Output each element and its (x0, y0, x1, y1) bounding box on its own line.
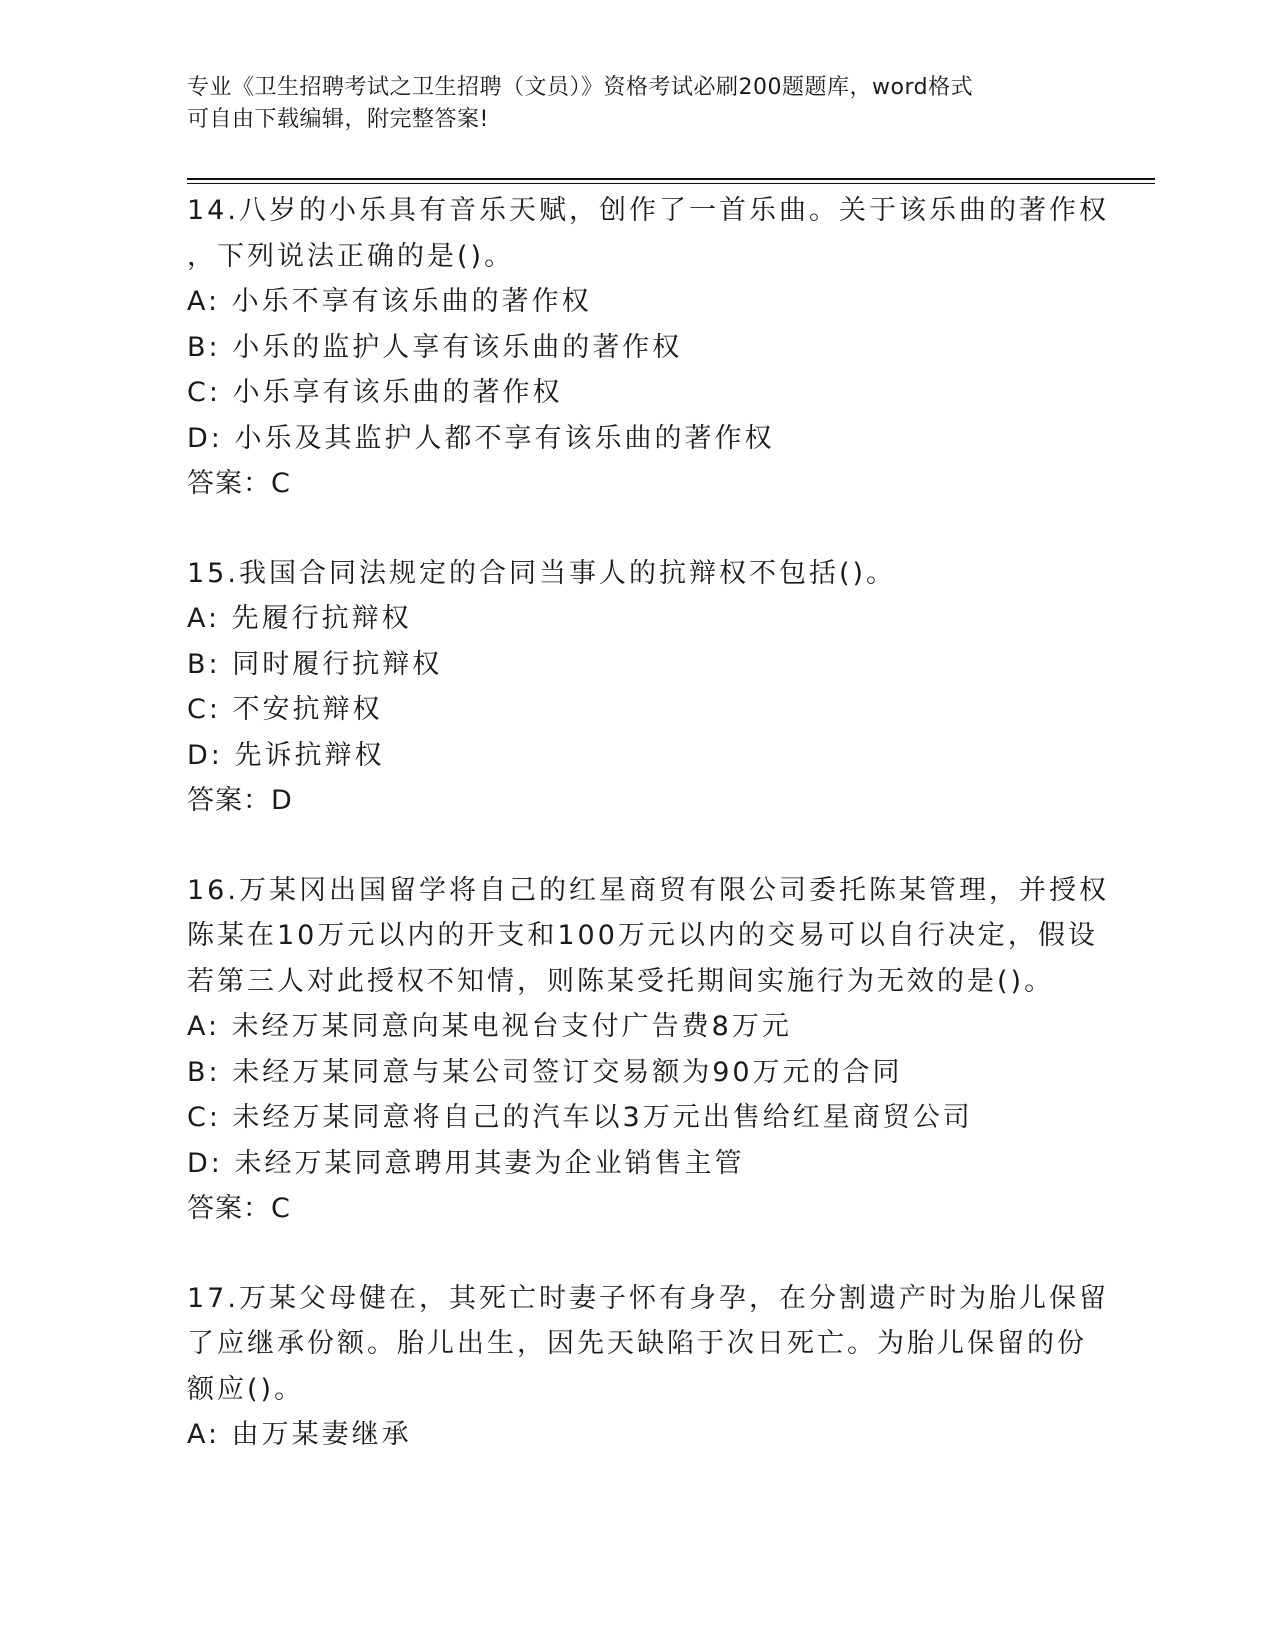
question-text-line: ，下列说法正确的是()。 (187, 240, 515, 272)
question-list (187, 188, 1109, 1502)
question-text-line: 了应继承份额。胎儿出生，因先天缺陷于次日死亡。为胎儿保留的份 (187, 1328, 1087, 1359)
document-header (187, 72, 1077, 136)
answer: 答案：C (187, 1193, 291, 1224)
question-text-line: 14.八岁的小乐具有音乐天赋，创作了一首乐曲。关于该乐曲的著作权 (187, 195, 1109, 226)
question-text-line: 若第三人对此授权不知情，则陈某受托期间实施行为无效的是()。 (187, 965, 1055, 997)
option-c: C: 小乐享有该乐曲的著作权 (187, 377, 563, 408)
header-divider-thin (187, 183, 1155, 184)
question-text-line: 16.万某冈出国留学将自己的红星商贸有限公司委托陈某管理，并授权 (187, 874, 1109, 906)
question-17 (187, 1276, 1109, 1458)
answer: 答案：C (187, 468, 291, 499)
header-divider-thick (187, 178, 1155, 180)
question-text-line: 陈某在10万元以内的开支和100万元以内的交易可以自行决定，假设 (187, 920, 1098, 951)
answer: 答案：D (187, 785, 293, 816)
option-b: B: 未经万某同意与某公司签订交易额为90万元的合同 (187, 1056, 903, 1088)
question-14 (187, 188, 1109, 507)
option-b: B: 小乐的监护人享有该乐曲的著作权 (187, 331, 683, 363)
option-c: C: 未经万某同意将自己的汽车以3万元出售给红星商贸公司 (187, 1102, 973, 1133)
option-a: A: 小乐不享有该乐曲的著作权 (187, 286, 592, 317)
header-line-2: 可自由下载编辑，附完整答案! (187, 107, 489, 132)
option-d: D: 先诉抗辩权 (187, 739, 385, 771)
question-16 (187, 868, 1109, 1232)
option-d: D: 小乐及其监护人都不享有该乐曲的著作权 (187, 422, 775, 454)
question-text-line: 17.万某父母健在，其死亡时妻子怀有身孕，在分割遗产时为胎儿保留 (187, 1282, 1109, 1314)
option-a: A: 未经万某同意向某电视台支付广告费8万元 (187, 1011, 792, 1042)
option-c: C: 不安抗辩权 (187, 694, 383, 725)
header-line-1: 专业《卫生招聘考试之卫生招聘（文员）》资格考试必刷200题题库，word格式 (187, 75, 974, 100)
option-a: A: 先履行抗辩权 (187, 603, 412, 634)
option-d: D: 未经万某同意聘用其妻为企业销售主管 (187, 1147, 745, 1179)
question-15 (187, 551, 1087, 824)
question-text-line: 15.我国合同法规定的合同当事人的抗辩权不包括()。 (187, 557, 897, 589)
option-b: B: 同时履行抗辩权 (187, 648, 443, 680)
option-a: A: 由万某妻继承 (187, 1419, 412, 1450)
question-text-line: 额应()。 (187, 1373, 305, 1405)
